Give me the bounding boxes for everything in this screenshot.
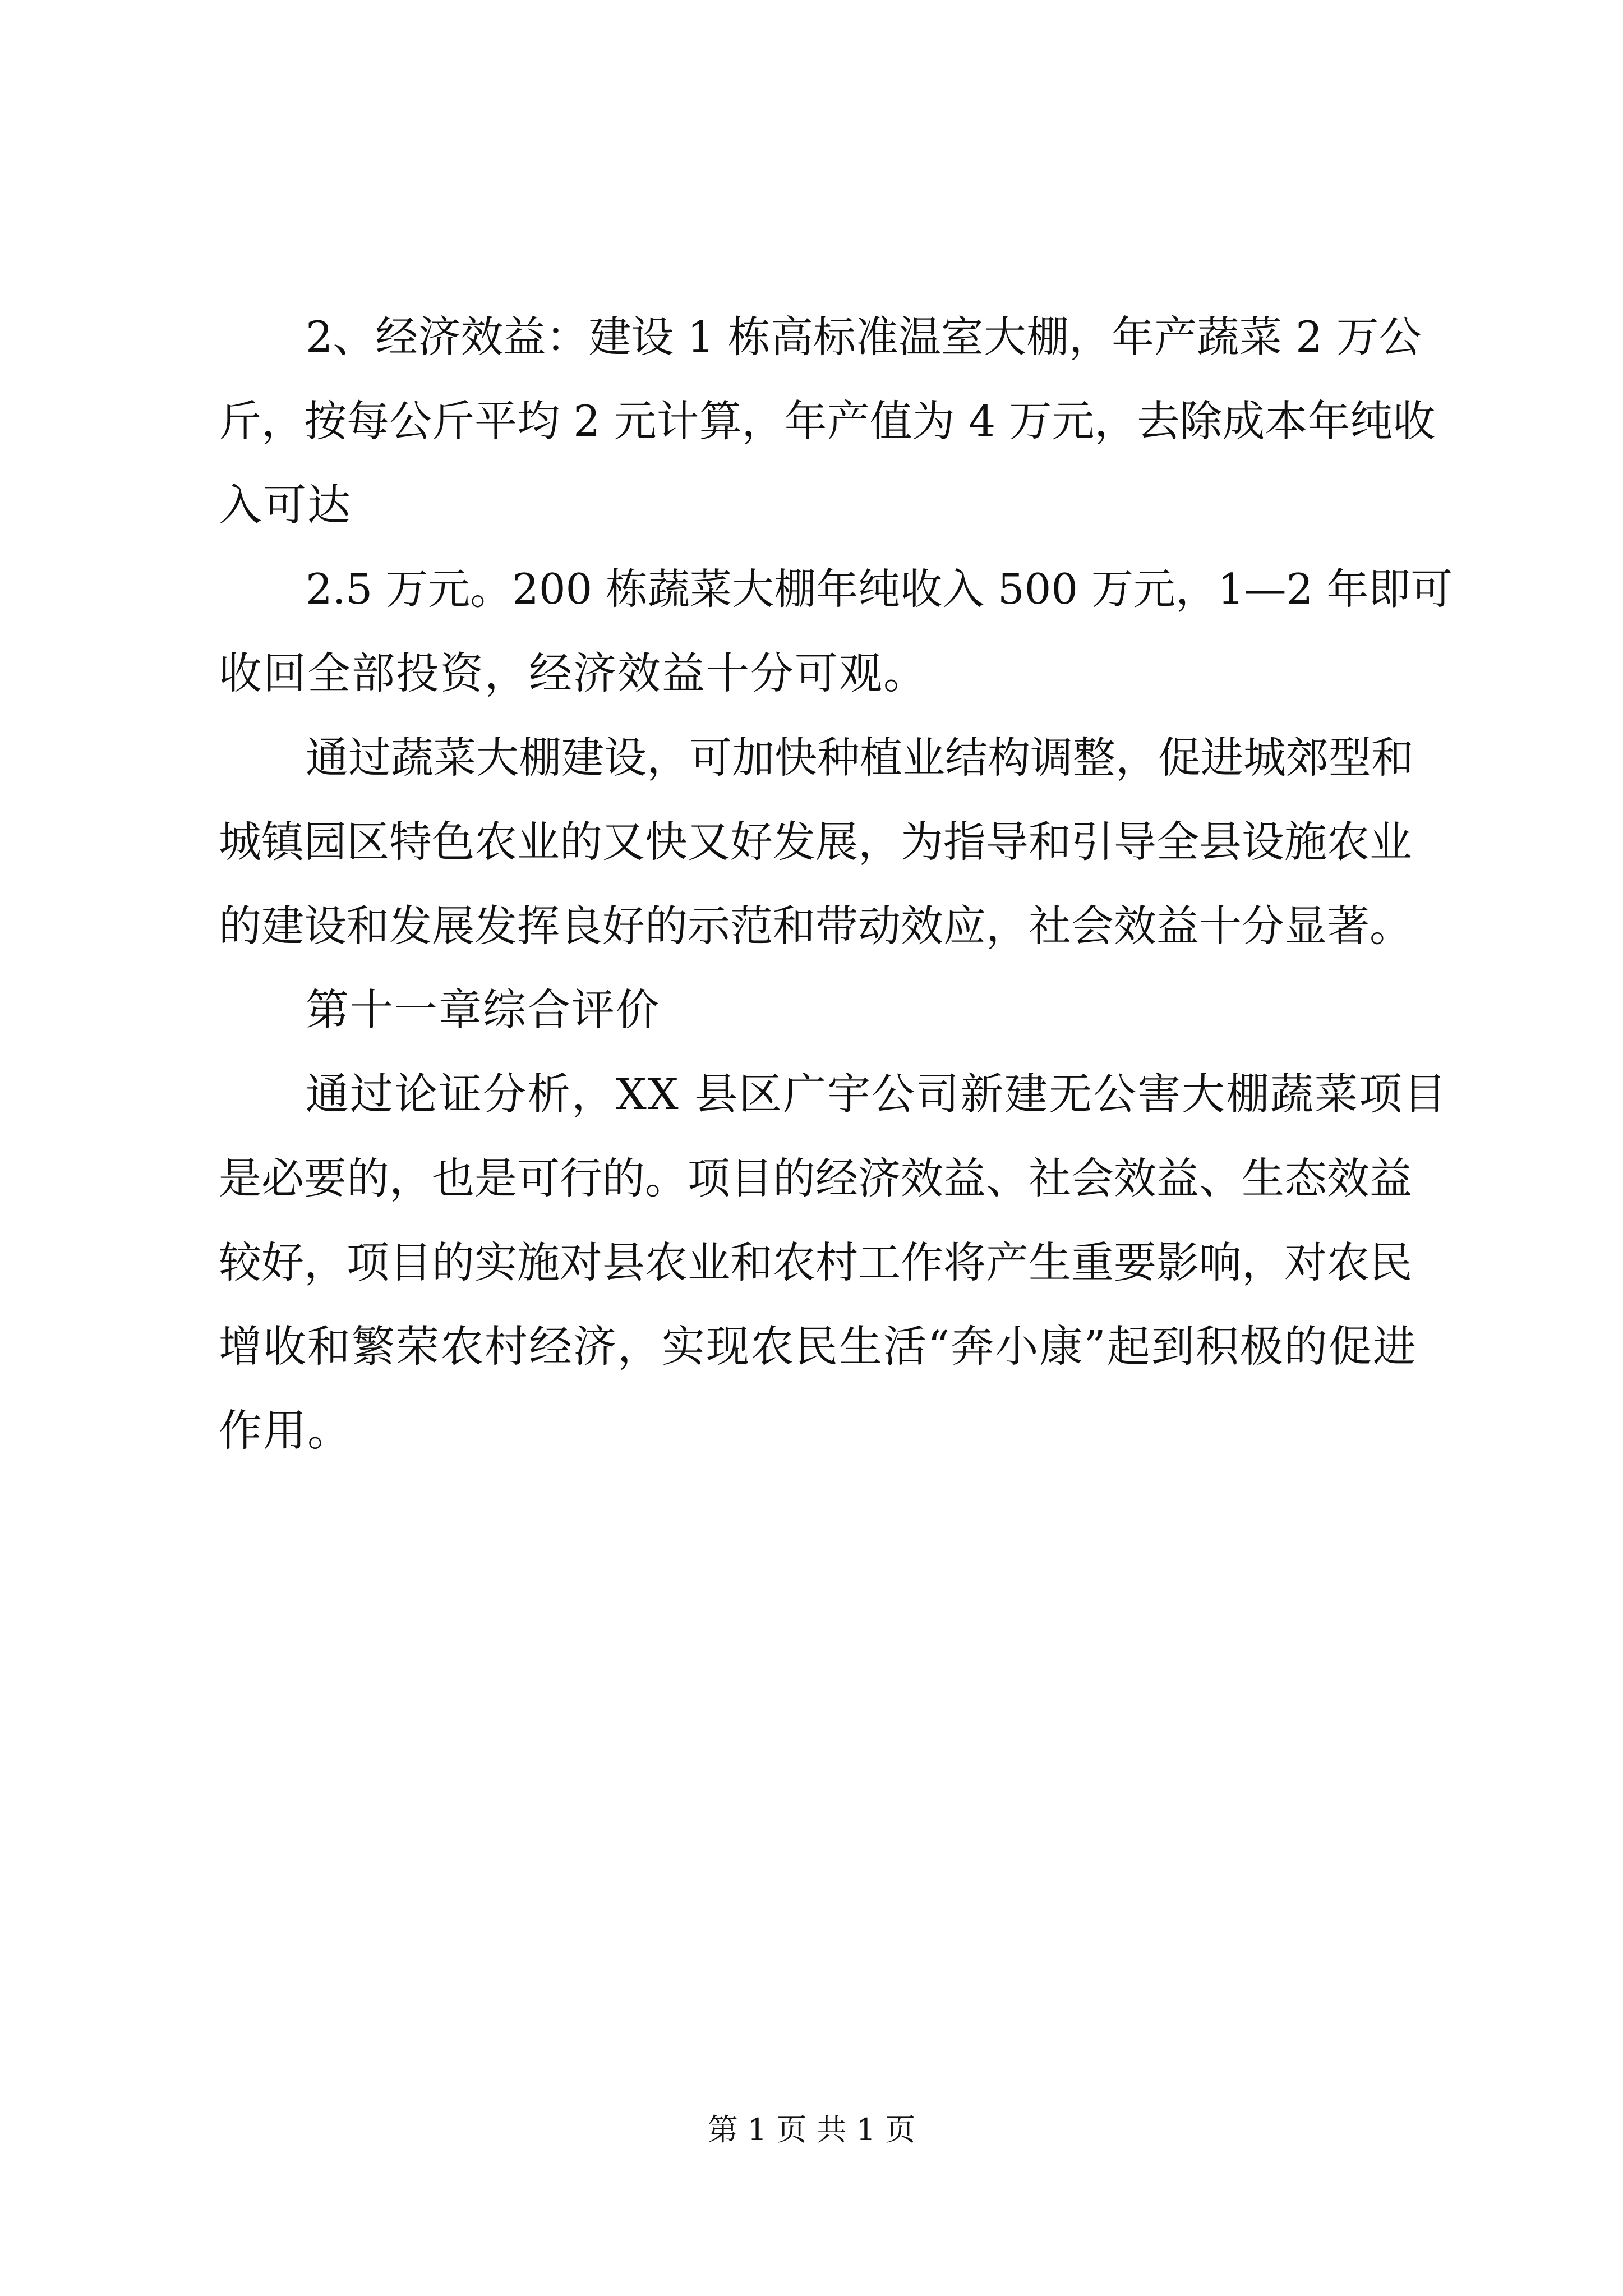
- paragraph-2-line-2: 收回全部投资，经济效益十分可观。: [219, 649, 928, 699]
- paragraph-3-line-3: 的建设和发展发挥良好的示范和带动效应，社会效益十分显著。: [219, 901, 1412, 951]
- paragraph-1-line-2: 斤，按每公斤平均 2 元计算，年产值为 4 万元，去除成本年纯收: [219, 396, 1436, 446]
- paragraph-4-line-5: 作用。: [219, 1406, 352, 1456]
- paragraph-3-line-1: 通过蔬菜大棚建设，可加快种植业结构调整，促进城郊型和: [306, 733, 1414, 783]
- paragraph-4-line-3: 较好，项目的实施对县农业和农村工作将产生重要影响，对农民: [219, 1237, 1412, 1287]
- paragraph-4-line-1: 通过论证分析，XX 县区广宇公司新建无公害大棚蔬菜项目: [306, 1070, 1448, 1120]
- page-footer: [0, 2112, 1623, 2147]
- page-number-label: 第 1 页 共 1 页: [707, 2112, 916, 2147]
- paragraph-2-line-1: 2.5 万元。200 栋蔬菜大棚年纯收入 500 万元，1—2 年即可: [306, 564, 1453, 614]
- chapter-heading: 第十一章综合评价: [306, 986, 660, 1036]
- paragraph-1-line-3: 入可达: [219, 481, 352, 531]
- paragraph-1-line-1: 2、经济效益：建设 1 栋高标准温室大棚，年产蔬菜 2 万公: [306, 312, 1422, 362]
- paragraph-3-line-2: 城镇园区特色农业的又快又好发展，为指导和引导全县设施农业: [219, 817, 1412, 867]
- paragraph-4-line-4: 增收和繁荣农村经济，实现农民生活“奔小康”起到积极的促进: [219, 1322, 1417, 1372]
- paragraph-4-line-2: 是必要的，也是可行的。项目的经济效益、社会效益、生态效益: [219, 1153, 1412, 1203]
